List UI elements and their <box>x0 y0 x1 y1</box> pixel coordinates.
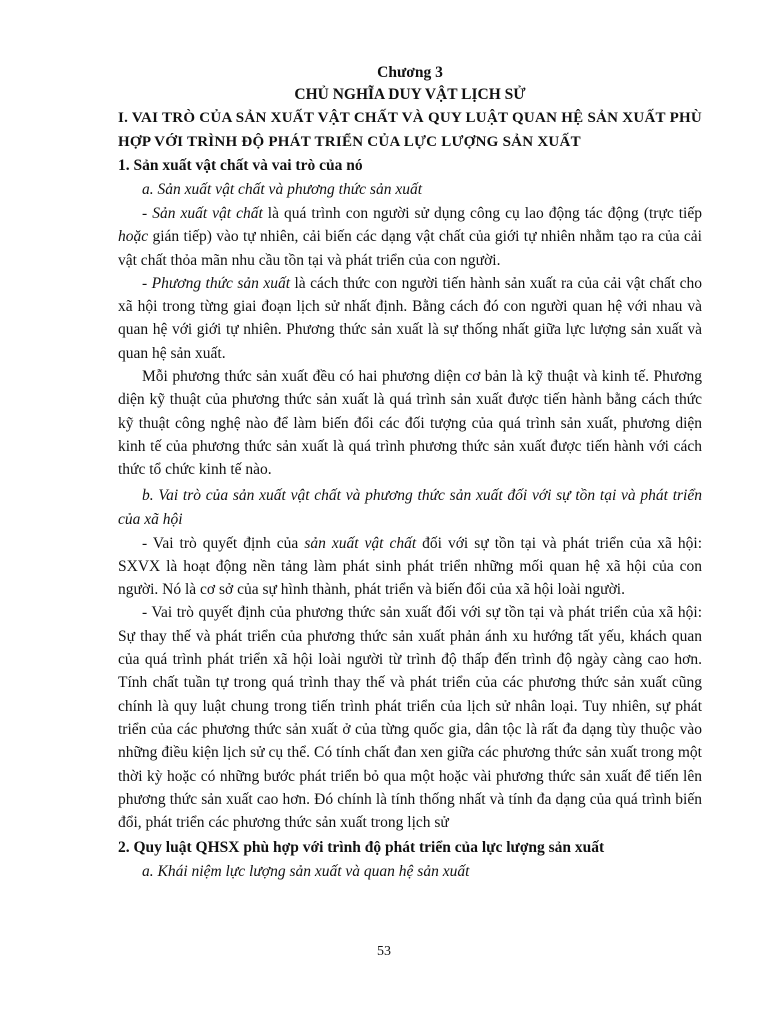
section-heading: I. VAI TRÒ CỦA SẢN XUẤT VẬT CHẤT VÀ QUY LUẬT QUAN HỆ SẢN XUẤT PHÙ HỢP VỚI TRÌNH ĐỘ PHÁT TRIỂN CỦA LỰC LƯỢNG SẢN XUẤT <box>118 110 702 150</box>
document-page <box>118 62 702 884</box>
subsubsection-heading-1a: a. Sản xuất vật chất và phương thức sản xuất <box>142 181 423 198</box>
subsubsection-heading-2a: a. Khái niệm lực lượng sản xuất và quan hệ sản xuất <box>142 863 470 881</box>
emphasis: sản xuất vật chất <box>304 534 417 552</box>
paragraph-production-definition: - Sản xuất vật chất là quá trình con người sử dụng công cụ lao động tác động (trực tiếp hoặc gián tiếp) vào tự nhiên, cải biến các dạng vật chất của giới tự nhiên nhằm tạo ra của cải vật chất thỏa mãn nhu cầu tồn tại và phát triển của con người. <box>118 205 702 269</box>
paragraph-role-production: - Vai trò quyết định của sản xuất vật chất đối với sự tồn tại và phát triển của xã hội: SXVX là hoạt động nền tảng làm phát sinh phát triển những mối quan hệ xã hội của con người. Nó là cơ sở của sự hình thành, phát triển và biến đổi của xã hội loài người. <box>118 534 703 599</box>
term: Phương thức sản xuất <box>151 274 291 292</box>
subsection-heading-1: 1. Sản xuất vật chất và vai trò của nó <box>118 157 363 174</box>
chapter-title: CHỦ NGHĨA DUY VẬT LỊCH SỬ <box>294 86 526 103</box>
subsubsection-heading-1b: b. Vai trò của sản xuất vật chất và phương thức sản xuất đối với sự tồn tại và phát triển của xã hội <box>118 486 702 528</box>
emphasis: hoặc <box>118 228 149 246</box>
paragraph-role-mode: - Vai trò quyết định của phương thức sản xuất đối với sự tồn tại và phát triển của xã hội: Sự thay thế và phát triển của phương thức sản xuất phản ánh xu hướng tất yếu, khách quan của quá trình phát triển xã hội loài người từ trình độ thấp đến trình độ ngày càng cao hơn. Tính chất tuần tự trong quá trình thay thế và phát triển của các phương thức sản xuất cũng chính là quy luật chung trong tiến trình phát triển của lịch sử nhân loại. Tuy nhiên, sự phát triển của các phương thức sản xuất ở của từng quốc gia, dân tộc là rất đa dạng tùy thuộc vào những điều kiện lịch sử cụ thể. Có tính chất đan xen giữa các phương thức sản xuất trong một thời kỳ hoặc có những bước phát triển bỏ qua một hoặc vài phương thức sản xuất để tiến lên phương thức sản xuất cao hơn. Đó chính là tính thống nhất và tính đa dạng của quá trình biến đổi, phát triển các phương thức sản xuất trong lịch sử <box>118 604 702 832</box>
page-number: 53 <box>377 944 391 959</box>
term: Sản xuất vật chất <box>152 205 263 222</box>
chapter-number: Chương 3 <box>377 64 443 81</box>
paragraph-aspects: Mỗi phương thức sản xuất đều có hai phương diện cơ bản là kỹ thuật và kinh tế. Phương diện kỹ thuật của phương thức sản xuất là quá trình sản xuất được tiến hành bằng cách thức kỹ thuật công nghệ nào để làm biến đổi các đối tượng của quá trình sản xuất, phương diện kinh tế của phương thức sản xuất là quá trình phương thức sản xuất được tiến hành với cách thức tổ chức kinh tế nào. <box>118 368 702 479</box>
paragraph-mode-definition: - Phương thức sản xuất là cách thức con người tiến hành sản xuất ra của cải vật chất cho xã hội trong từng giai đoạn lịch sử nhất định. Bằng cách đó con người quan hệ với nhau và quan hệ với giới tự nhiên. Phương thức sản xuất là sự thống nhất giữa lực lượng sản xuất và quan hệ sản xuất. <box>118 274 702 362</box>
subsection-heading-2: 2. Quy luật QHSX phù hợp với trình độ phát triển của lực lượng sản xuất <box>118 839 605 857</box>
